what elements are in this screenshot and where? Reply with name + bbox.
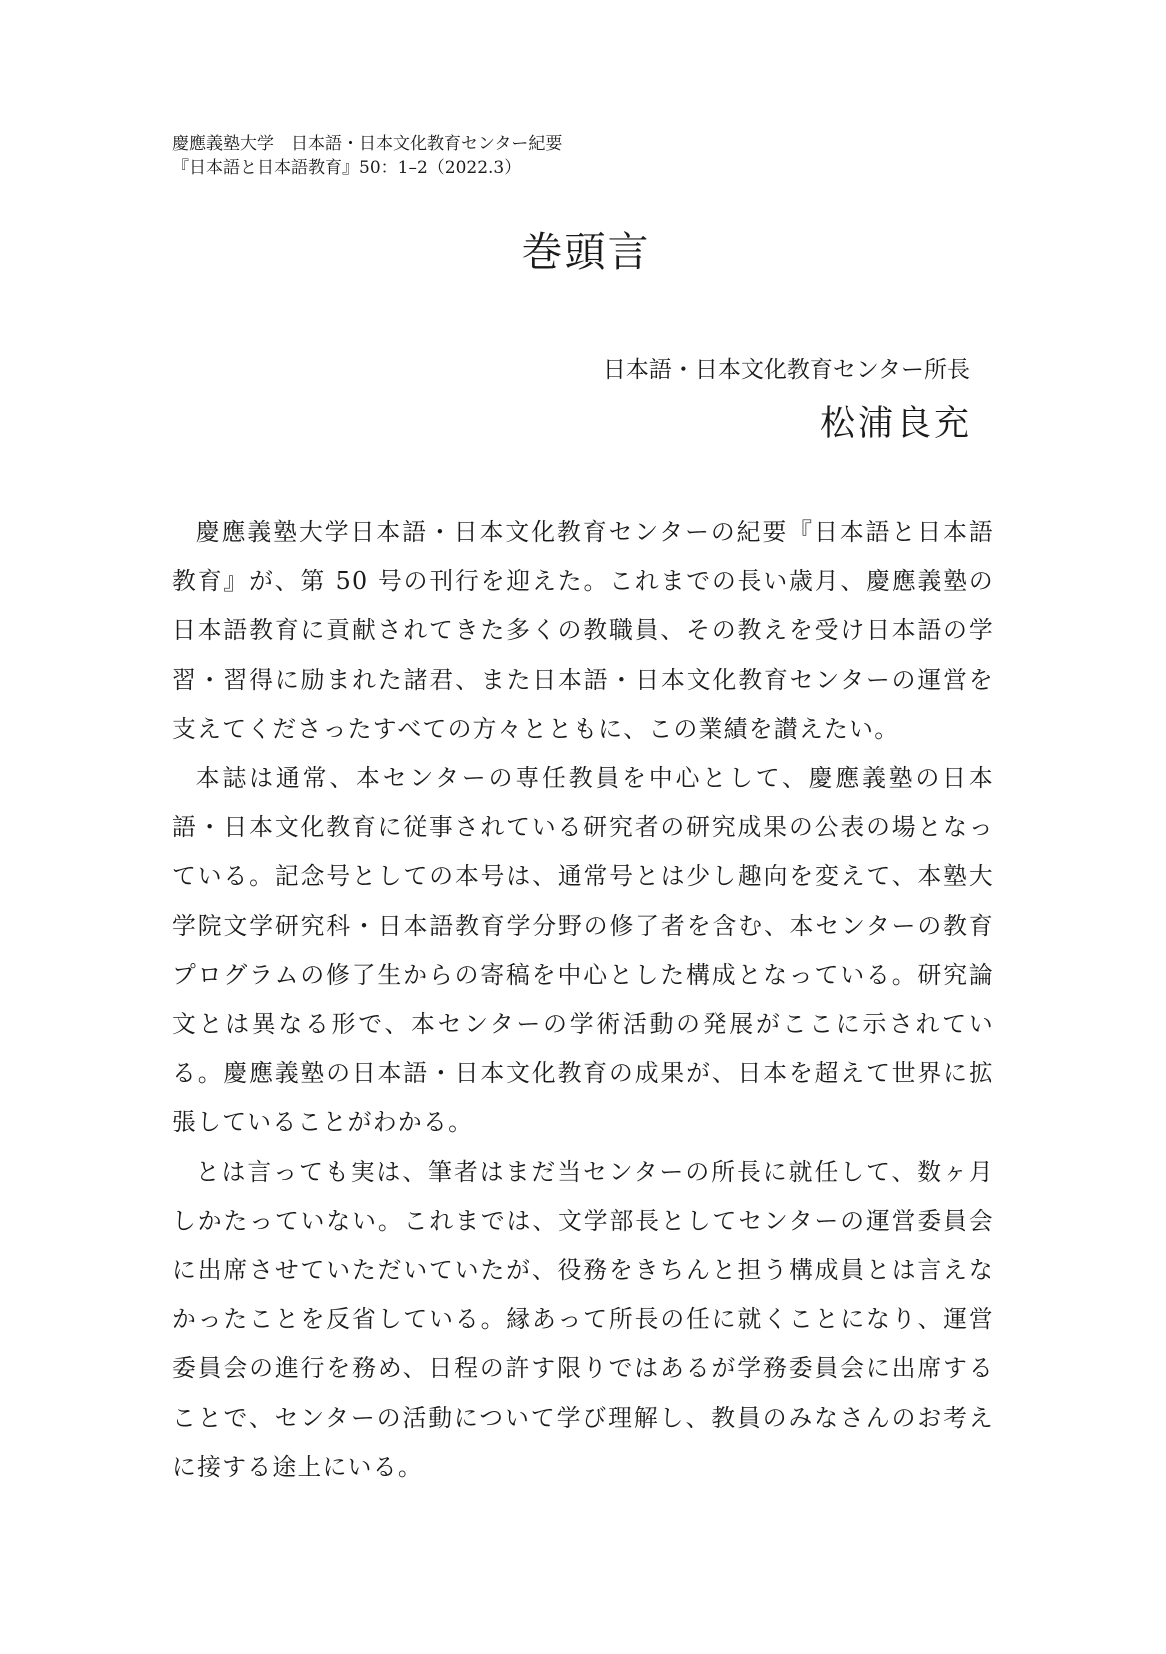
paragraph-3: とは言っても実は、筆者はまだ当センターの所長に就任して、数ヶ月しかたっていない。これまでは、文学部長としてセンターの運営委員会に出席させていただいていたが、役務をきちんと担う構成員とは言えなかったことを反省している。縁あって所長の任に就くことになり、運営委員会の進行を務め、日程の許す限りではあるが学務委員会に出席することで、センターの活動について学び理解し、教員のみなさんのお考えに接する途上にいる。 <box>172 1157 994 1481</box>
journal-header-line-2: 『日本語と日本語教育』50：1–2（2022.3） <box>172 158 522 178</box>
paragraph-1: 慶應義塾大学日本語・日本文化教育センターの紀要『日本語と日本語教育』が、第 50 号の刊行を迎えた。これまでの長い歳月、慶應義塾の日本語教育に貢献されてきた多くの教職員、その教えを受け日本語の学習・習得に励まれた諸君、また日本語・日本文化教育センターの運営を支えてくださったすべての方々とともに、この業績を讃えたい。 <box>172 518 994 743</box>
page-title: 巻頭言 <box>521 228 651 276</box>
body-text <box>172 508 994 1492</box>
journal-header-line-1: 慶應義塾大学 日本語・日本文化教育センター紀要 <box>172 134 563 154</box>
author-name: 松浦良充 <box>819 404 972 444</box>
paragraph-2: 本誌は通常、本センターの専任教員を中心として、慶應義塾の日本語・日本文化教育に従事されている研究者の研究成果の公表の場となっている。記念号としての本号は、通常号とは少し趣向を変えて、本塾大学院文学研究科・日本語教育学分野の修了者を含む、本センターの教育プログラムの修了生からの寄稿を中心とした構成となっている。研究論文とは異なる形で、本センターの学術活動の発展がここに示されている。慶應義塾の日本語・日本文化教育の成果が、日本を超えて世界に拡張していることがわかる。 <box>172 764 994 1137</box>
journal-header <box>172 132 562 180</box>
author-affiliation: 日本語・日本文化教育センター所長 <box>602 357 970 383</box>
